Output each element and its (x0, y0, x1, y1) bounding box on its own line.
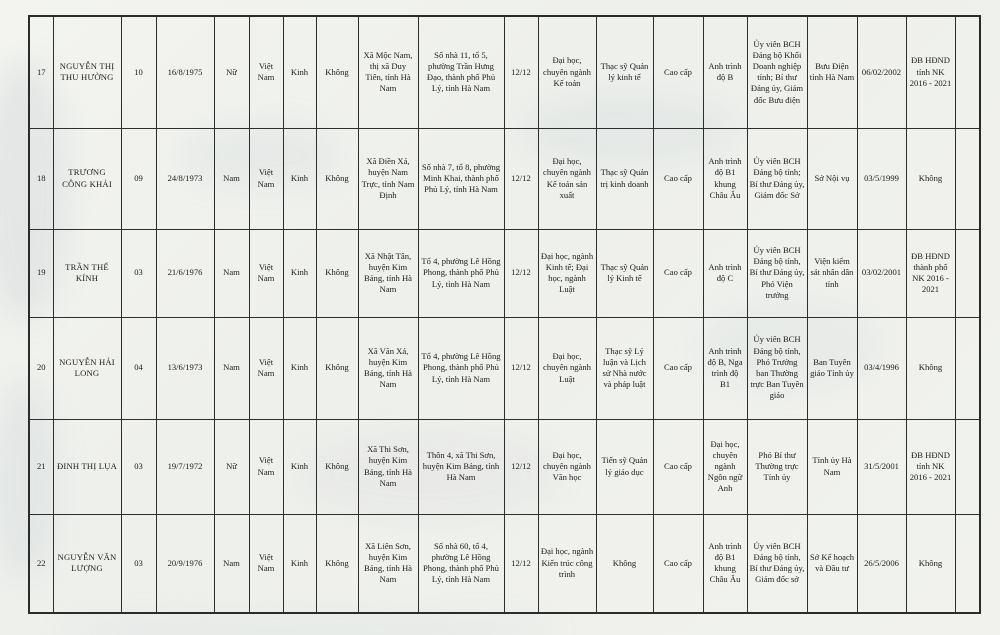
table-cell: Thạc sỹ Quản trị kinh doanh (596, 128, 653, 229)
table-cell: 10 (121, 16, 156, 128)
table-cell: 12/12 (504, 16, 538, 128)
table-cell: Nam (214, 514, 249, 613)
table-cell: Tổ 4, phường Lê Hồng Phong, thành phố Phủ Lý, tỉnh Hà Nam (418, 229, 504, 317)
table-cell: Việt Nam (249, 229, 283, 317)
records-table-body (29, 16, 980, 613)
table-cell: Việt Nam (249, 16, 283, 128)
table-cell: Anh trình độ B1 khung Châu Âu (703, 514, 747, 613)
table-cell: Đại học, chuyên ngành Kế toán sản xuất (538, 128, 596, 229)
table-cell: Không (906, 514, 955, 613)
table-cell: 12/12 (504, 128, 538, 229)
table-cell: 13/6/1973 (156, 317, 214, 419)
table-cell: Cao cấp (653, 419, 703, 514)
table-cell: Việt Nam (249, 128, 283, 229)
name-cell: NGUYỄN VĂN LƯỢNG (53, 514, 121, 613)
table-cell: 04 (121, 317, 156, 419)
table-cell (955, 16, 980, 128)
table-cell: Kinh (283, 229, 316, 317)
table-cell: Sở Kế hoạch và Đầu tư (807, 514, 857, 613)
table-row (29, 128, 980, 229)
table-cell: Đại học, chuyên ngành Ngôn ngữ Anh (703, 419, 747, 514)
table-cell: Anh trình độ B (703, 16, 747, 128)
table-cell: Xã Văn Xá, huyện Kim Bảng, tỉnh Hà Nam (358, 317, 418, 419)
table-cell: 16/8/1975 (156, 16, 214, 128)
table-cell: Việt Nam (249, 317, 283, 419)
table-cell: Ủy viên BCH Đảng bộ Khối Doanh nghiệp tỉnh; Bí thư Đảng ủy, Giám đốc Bưu điện (747, 16, 807, 128)
table-cell: Không (906, 317, 955, 419)
table-cell: Không (316, 128, 358, 229)
table-cell: Đại học, ngành Kiến trúc công trình (538, 514, 596, 613)
table-cell: Kinh (283, 317, 316, 419)
table-cell: Ủy viên BCH Đảng bộ tỉnh; Bí thư Đảng ủy, Giám đốc Sở (747, 128, 807, 229)
table-cell: 03 (121, 229, 156, 317)
table-cell: 12/12 (504, 514, 538, 613)
table-cell: 12/12 (504, 317, 538, 419)
table-cell: Đại học, chuyên ngành Kế toán (538, 16, 596, 128)
table-cell: 24/8/1973 (156, 128, 214, 229)
table-cell: Tổ 4, phường Lê Hồng Phong, thành phố Phủ Lý, tỉnh Hà Nam (418, 317, 504, 419)
table-cell: Đại học, ngành Kinh tế; Đại học, ngành Luật (538, 229, 596, 317)
table-cell: Ủy viên BCH Đảng bộ tỉnh, Phó Trưởng ban Thường trực Ban Tuyên giáo (747, 317, 807, 419)
table-cell: Kinh (283, 128, 316, 229)
name-cell: ĐINH THỊ LỤA (53, 419, 121, 514)
table-cell: Ủy viên BCH Đảng bộ tỉnh, Bí thư Đảng ủy, Giám đốc sở (747, 514, 807, 613)
table-cell: Thạc sỹ Lý luận và Lịch sử Nhà nước và pháp luật (596, 317, 653, 419)
table-cell: Không (596, 514, 653, 613)
table-cell: Ban Tuyên giáo Tỉnh ủy (807, 317, 857, 419)
table-cell: Không (316, 317, 358, 419)
table-cell (955, 514, 980, 613)
table-cell: 20 (29, 317, 53, 419)
name-cell: TRẦN THẾ KÍNH (53, 229, 121, 317)
name-cell: NGUYỄN THỊ THU HƯỜNG (53, 16, 121, 128)
table-cell (955, 317, 980, 419)
table-cell: Xã Mộc Nam, thị xã Duy Tiên, tỉnh Hà Nam (358, 16, 418, 128)
table-cell: 06/02/2002 (857, 16, 906, 128)
table-cell: Cao cấp (653, 229, 703, 317)
table-cell: Không (316, 16, 358, 128)
table-cell: Cao cấp (653, 514, 703, 613)
table-cell: Anh trình độ B1 khung Châu Âu (703, 128, 747, 229)
table-row (29, 317, 980, 419)
table-cell: 20/9/1976 (156, 514, 214, 613)
table-cell: Không (316, 514, 358, 613)
table-cell: 18 (29, 128, 53, 229)
table-cell: 12/12 (504, 229, 538, 317)
name-cell: NGUYỄN HẢI LONG (53, 317, 121, 419)
table-cell: Xã Nhật Tân, huyện Kim Bảng, tỉnh Hà Nam (358, 229, 418, 317)
table-row (29, 419, 980, 514)
records-table (28, 15, 981, 614)
table-cell: Cao cấp (653, 317, 703, 419)
table-cell: Xã Liên Sơn, huyện Kim Bảng, tỉnh Hà Nam (358, 514, 418, 613)
table-cell: 26/5/2006 (857, 514, 906, 613)
table-cell: Nữ (214, 419, 249, 514)
table-cell: Số nhà 7, tổ 8, phường Minh Khai, thành phố Phủ Lý, tỉnh Hà Nam (418, 128, 504, 229)
table-cell: Kinh (283, 514, 316, 613)
table-cell: 03/02/2001 (857, 229, 906, 317)
table-cell: Cao cấp (653, 128, 703, 229)
table-cell: Số nhà 60, tổ 4, phường Lê Hồng Phong, thành phố Phủ Lý, tỉnh Hà Nam (418, 514, 504, 613)
table-cell: 03 (121, 419, 156, 514)
table-cell: Anh trình độ B, Nga trình độ B1 (703, 317, 747, 419)
table-cell: Kinh (283, 16, 316, 128)
table-cell: 19/7/1972 (156, 419, 214, 514)
table-cell: 21/6/1976 (156, 229, 214, 317)
table-row (29, 16, 980, 128)
table-cell: 21 (29, 419, 53, 514)
table-cell: ĐB HĐND tỉnh NK 2016 - 2021 (906, 16, 955, 128)
table-cell: Bưu Điện tỉnh Hà Nam (807, 16, 857, 128)
table-cell: Không (906, 128, 955, 229)
table-cell: 17 (29, 16, 53, 128)
table-row (29, 229, 980, 317)
table-cell: Không (316, 419, 358, 514)
table-cell: Đại học, chuyên ngành Luật (538, 317, 596, 419)
table-cell: Nam (214, 317, 249, 419)
table-cell: Nam (214, 229, 249, 317)
table-cell: 03/5/1999 (857, 128, 906, 229)
table-cell: Sở Nội vụ (807, 128, 857, 229)
table-cell: Tỉnh ủy Hà Nam (807, 419, 857, 514)
table-cell: Thạc sỹ Quản lý Kinh tế (596, 229, 653, 317)
table-cell (955, 128, 980, 229)
table-cell: Kinh (283, 419, 316, 514)
table-cell: Cao cấp (653, 16, 703, 128)
table-cell: Thôn 4, xã Thi Sơn, huyện Kim Bảng, tỉnh Hà Nam (418, 419, 504, 514)
table-cell: 03 (121, 514, 156, 613)
table-cell: Tiến sỹ Quản lý giáo dục (596, 419, 653, 514)
table-cell: Nam (214, 128, 249, 229)
table-cell: Thạc sỹ Quản lý kinh tế (596, 16, 653, 128)
table-cell: Đại học, chuyên ngành Văn học (538, 419, 596, 514)
table-cell: 31/5/2001 (857, 419, 906, 514)
name-cell: TRƯƠNG CÔNG KHẢI (53, 128, 121, 229)
table-cell: Xã Thi Sơn, huyện Kim Bảng, tỉnh Hà Nam (358, 419, 418, 514)
table-cell: Anh trình độ C (703, 229, 747, 317)
table-cell (955, 229, 980, 317)
table-cell: Nữ (214, 16, 249, 128)
table-cell: Số nhà 11, tổ 5, phường Trần Hưng Đạo, thành phố Phủ Lý, tỉnh Hà Nam (418, 16, 504, 128)
table-cell: ĐB HĐND thành phố NK 2016 - 2021 (906, 229, 955, 317)
table-row (29, 514, 980, 613)
table-cell: Phó Bí thư Thường trực Tỉnh ủy (747, 419, 807, 514)
table-cell: 09 (121, 128, 156, 229)
table-cell: Không (316, 229, 358, 317)
table-cell: 12/12 (504, 419, 538, 514)
table-cell: Viện kiểm sát nhân dân tỉnh (807, 229, 857, 317)
table-cell: Xã Điền Xá, huyện Nam Trực, tỉnh Nam Định (358, 128, 418, 229)
table-cell: 19 (29, 229, 53, 317)
table-cell: 22 (29, 514, 53, 613)
table-cell (955, 419, 980, 514)
table-cell: Việt Nam (249, 419, 283, 514)
table-cell: ĐB HĐND tỉnh NK 2016 - 2021 (906, 419, 955, 514)
table-cell: Việt Nam (249, 514, 283, 613)
scan-artifact (60, 615, 560, 635)
table-cell: Ủy viên BCH Đảng bộ tỉnh, Bí thư Đảng ủy, Phó Viện trưởng (747, 229, 807, 317)
table-cell: 03/4/1996 (857, 317, 906, 419)
